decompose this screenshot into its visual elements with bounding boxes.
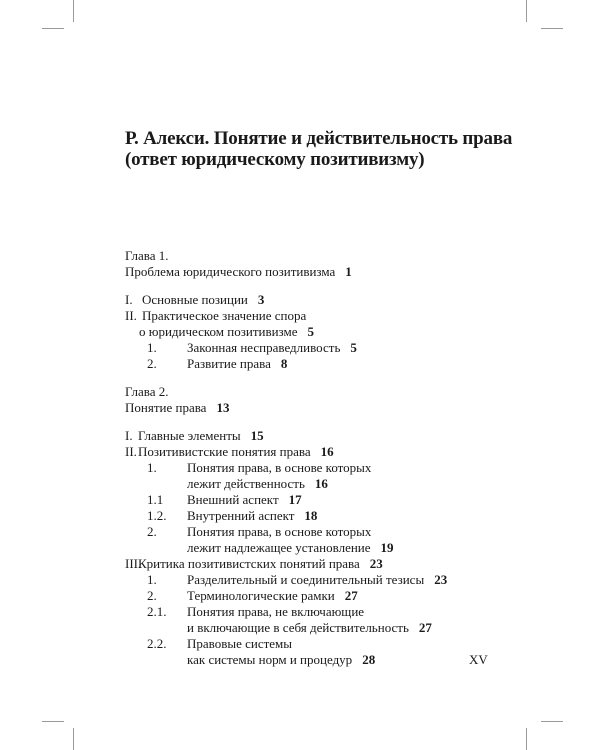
toc-entry-title: Понятия права, в основе которых (187, 460, 372, 475)
toc-entry-number: 1.1 (147, 492, 164, 507)
toc-entry-number: I. (125, 292, 133, 307)
toc-entry[interactable] (125, 384, 505, 400)
toc-entry-number: 1.2. (147, 508, 167, 523)
toc-entry-number: II. (125, 444, 137, 459)
toc-entry[interactable] (125, 540, 505, 556)
toc-entry-page: 17 (288, 492, 302, 507)
toc-entry[interactable] (125, 308, 505, 324)
toc-entry-title: Глава 2. (125, 384, 169, 399)
toc-entry[interactable] (125, 264, 505, 280)
toc-entry-title: Критика позитивистских понятий права (138, 556, 360, 571)
toc-entry-page: 8 (280, 356, 288, 371)
toc-entry-page: 3 (257, 292, 265, 307)
toc-entry-page: 5 (307, 324, 315, 339)
toc-entry[interactable] (125, 340, 505, 356)
toc-entry-number: II. (125, 308, 137, 323)
toc-entry[interactable] (125, 476, 505, 492)
toc-entry-title: Внешний аспект (187, 492, 279, 507)
toc-entry[interactable] (125, 292, 505, 308)
toc-entry-page: 15 (250, 428, 264, 443)
toc-entry-page: 28 (362, 652, 376, 667)
toc-entry-title: Проблема юридического позитивизма (125, 264, 336, 279)
toc-entry-title: Практическое значение спора (142, 308, 307, 323)
toc-entry-title: Развитие права (187, 356, 271, 371)
toc-entry-title: Понятия права, в основе которых (187, 524, 372, 539)
toc-entry[interactable] (125, 428, 505, 444)
toc-entry[interactable] (125, 572, 505, 588)
toc-entry-page: 19 (380, 540, 394, 555)
toc-entry-number: 2. (147, 588, 157, 603)
toc-entry-page: 18 (304, 508, 318, 523)
toc-entry-number: 1. (147, 340, 157, 355)
crop-mark (526, 728, 527, 750)
toc-entry-title: Разделительный и соединительный тезисы (187, 572, 425, 587)
page-title (125, 128, 545, 170)
toc-entry-number: 2. (147, 524, 157, 539)
toc-entry-page: 16 (320, 444, 334, 459)
toc-entry-page: 27 (344, 588, 358, 603)
crop-mark (73, 0, 74, 22)
toc-entry-page: 1 (345, 264, 352, 279)
toc-entry-page: 23 (434, 572, 448, 587)
toc-entry-number: 2.2. (147, 636, 167, 651)
toc-spacer (125, 416, 505, 428)
toc-entry-number: 2.1. (147, 604, 167, 619)
toc-entry[interactable] (125, 400, 505, 416)
toc-entry[interactable] (125, 636, 505, 652)
toc-entry-number: 2. (147, 356, 157, 371)
toc-entry[interactable] (125, 588, 505, 604)
toc-entry-title: Законная несправедливость (187, 340, 341, 355)
toc-entry-title: и включающие в себя действительность (187, 620, 409, 635)
toc-entry[interactable] (125, 556, 505, 572)
title-line: (ответ юридическому позитивизму) (125, 149, 425, 170)
toc-entry-number: 1. (147, 572, 157, 587)
toc-entry-title: Позитивистские понятия права (138, 444, 311, 459)
toc-entry-title: Глава 1. (125, 248, 169, 263)
toc-entry[interactable] (125, 652, 505, 668)
crop-mark (541, 721, 563, 722)
toc-entry-page: 13 (216, 400, 230, 415)
toc-entry[interactable] (125, 492, 505, 508)
toc-entry-title: Правовые системы (187, 636, 293, 651)
toc-entry-title: Понятия права, не включающие (187, 604, 365, 619)
crop-mark (541, 28, 563, 29)
toc-entry[interactable] (125, 604, 505, 620)
toc-entry[interactable] (125, 444, 505, 460)
toc-entry-title: лежит действенность (187, 476, 305, 491)
toc-spacer (125, 372, 505, 384)
toc-entry-page: 16 (314, 476, 328, 491)
crop-mark (42, 28, 64, 29)
toc-entry[interactable] (125, 620, 505, 636)
toc-entry-title: Понятие права (125, 400, 207, 415)
crop-mark (73, 728, 74, 750)
table-of-contents (125, 248, 505, 668)
toc-entry-page: 23 (369, 556, 383, 571)
page-number: XV (469, 652, 488, 667)
crop-mark (42, 721, 64, 722)
toc-entry-title: Терминологические рамки (187, 588, 335, 603)
toc-entry-title: как системы норм и процедур (187, 652, 353, 667)
toc-entry-title: Главные элементы (138, 428, 241, 443)
toc-entry[interactable] (125, 356, 505, 372)
toc-entry[interactable] (125, 460, 505, 476)
toc-entry[interactable] (125, 524, 505, 540)
toc-entry[interactable] (125, 324, 505, 340)
toc-entry-number: I. (125, 428, 133, 443)
toc-entry-page: 5 (350, 340, 357, 355)
toc-entry[interactable] (125, 508, 505, 524)
crop-mark (526, 0, 527, 22)
toc-entry-title: лежит надлежащее установление (187, 540, 371, 555)
title-line: Р. Алекси. Понятие и действительность права (125, 128, 513, 149)
toc-entry-title: о юридическом позитивизме (139, 324, 298, 339)
toc-entry-title: Внутренний аспект (187, 508, 295, 523)
toc-entry[interactable] (125, 248, 505, 264)
toc-spacer (125, 280, 505, 292)
toc-entry-page: 27 (418, 620, 432, 635)
toc-entry-title: Основные позиции (142, 292, 248, 307)
toc-entry-number: III. (125, 556, 142, 571)
toc-entry-number: 1. (147, 460, 157, 475)
